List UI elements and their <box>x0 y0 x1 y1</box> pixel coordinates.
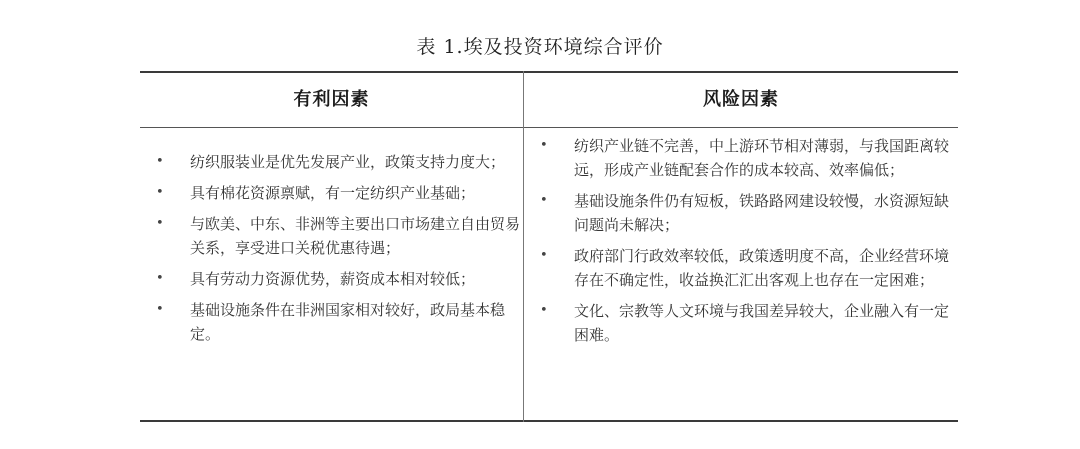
bullet-icon: • <box>156 185 164 200</box>
risk-item-text: 基础设施条件仍有短板，铁路路网建设较慢，水资源短缺问题尚未解决； <box>574 192 950 234</box>
evaluation-table <box>140 71 958 423</box>
bullet-icon: • <box>540 303 548 318</box>
header-favorable-factors: 有利因素 <box>293 89 370 110</box>
bullet-icon: • <box>540 248 548 263</box>
bullet-icon: • <box>156 154 164 169</box>
favorable-item <box>150 267 520 291</box>
bullet-icon: • <box>156 216 164 231</box>
favorable-item-text: 基础设施条件在非洲国家相对较好，政局基本稳定。 <box>190 301 506 343</box>
bullet-icon: • <box>156 302 164 317</box>
favorable-item-text: 具有棉花资源禀赋，有一定纺织产业基础； <box>190 184 476 202</box>
risk-item <box>534 299 952 347</box>
table-header-rule <box>140 127 958 128</box>
header-risk-factors: 风险因素 <box>703 89 779 110</box>
favorable-item-text: 具有劳动力资源优势，薪资成本相对较低； <box>190 270 476 288</box>
table-caption: 表 1.埃及投资环境综合评价 <box>416 36 664 58</box>
risk-item <box>534 134 952 182</box>
favorable-factors-list <box>150 150 520 353</box>
favorable-item <box>150 212 520 260</box>
bullet-icon: • <box>540 138 548 153</box>
table-bottom-rule <box>140 420 958 422</box>
favorable-item <box>150 150 520 174</box>
favorable-item <box>150 298 520 346</box>
risk-item-text: 文化、宗教等人文环境与我国差异较大，企业融入有一定困难。 <box>574 302 950 344</box>
risk-item <box>534 244 952 292</box>
favorable-item-text: 与欧美、中东、非洲等主要出口市场建立自由贸易关系，享受进口关税优惠待遇； <box>190 215 521 257</box>
risk-factors-list <box>534 134 952 354</box>
risk-item-text: 纺织产业链不完善，中上游环节相对薄弱，与我国距离较远，形成产业链配套合作的成本较高、效率偏低； <box>574 137 950 179</box>
favorable-item <box>150 181 520 205</box>
favorable-item-text: 纺织服装业是优先发展产业，政策支持力度大； <box>190 153 506 171</box>
risk-item <box>534 189 952 237</box>
bullet-icon: • <box>540 193 548 208</box>
risk-item-text: 政府部门行政效率较低，政策透明度不高，企业经营环境存在不确定性，收益换汇汇出客观上也存在一定困难； <box>574 247 950 289</box>
bullet-icon: • <box>156 271 164 286</box>
